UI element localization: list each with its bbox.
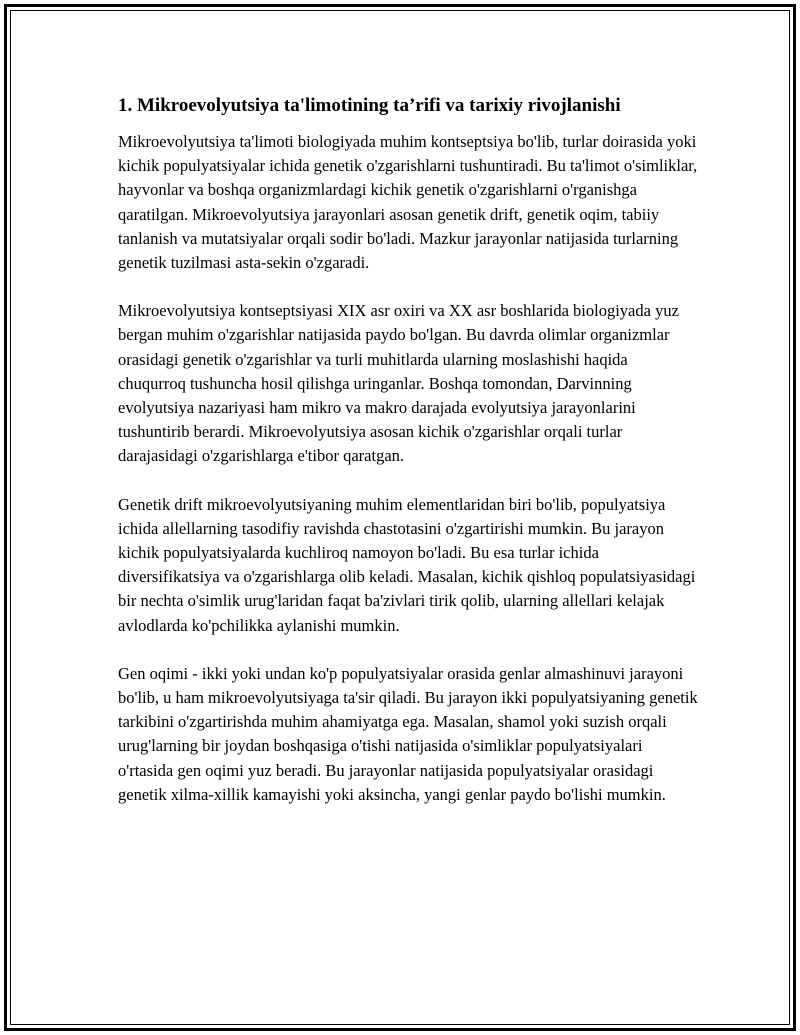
document-body (118, 94, 698, 831)
paragraph-4: Gen oqimi - ikki yoki undan ko'p populyatsiyalar orasida genlar almashinuvi jarayoni bo'lib, u ham mikroevolyutsiyaga ta'sir qiladi. Bu jarayon ikki populyatsiyaning genetik tarkibini o'zgartirishda muhim ahamiyatga ega. Masalan, shamol yoki suzish orqali urug'larning bir joydan boshqasiga o'tishi natijasida o'simliklar populyatsiyalari o'rtasida gen oqimi yuz beradi. Bu jarayonlar natijasida populyatsiyalar orasidagi genetik xilma-xillik kamayishi yoki aksincha, yangi genlar paydo bo'lishi mumkin. (118, 663, 698, 804)
paragraph-2: Mikroevolyutsiya kontseptsiyasi XIX asr oxiri va XX asr boshlarida biologiyada yuz bergan muhim o'zgarishlar natijasida paydo bo'lgan. Bu davrda olimlar organizmlar orasidagi genetik o'zgarishlar va turli muhitlarda ularning moslashishi haqida chuqurroq tushuncha hosil qilishga uringanlar. Boshqa tomondan, Darvinning evolyutsiya nazariyasi ham mikro va makro darajada evolyutsiya jarayonlarini tushuntirib berardi. Mikroevolyutsiya asosan kichik o'zgarishlar orqali turlar darajasidagi o'zgarishlarga e'tibor qaratgan. (118, 301, 679, 466)
paragraph-1: Mikroevolyutsiya ta'limoti biologiyada muhim kontseptsiya bo'lib, turlar doirasida yoki kichik populyatsiyalar ichida genetik o'zgarishlarni tushuntiradi. Bu ta'limot o'simliklar, hayvonlar va boshqa organizmlardagi kichik genetik o'zgarishlarni o'rganishga qaratilgan. Mikroevolyutsiya jarayonlari asosan genetik drift, genetik oqim, tabiiy tanlanish va mutatsiyalar orqali sodir bo'ladi. Mazkur jarayonlar natijasida turlarning genetik tuzilmasi asta-sekin o'zgaradi. (118, 132, 698, 273)
paragraph-3: Genetik drift mikroevolyutsiyaning muhim elementlaridan biri bo'lib, populyatsiya ichida allellarning tasodifiy ravishda chastotasini o'zgartirishi mumkin. Bu jarayon kichik populyatsiyalarda kuchliroq namoyon bo'ladi. Bu esa turlar ichida diversifikatsiya va o'zgarishlarga olib keladi. Masalan, kichik qishloq populatsiyasidagi bir nechta o'simlik urug'laridan faqat ba'zivlari tirik qolib, ularning allellari kelajak avlodlarda ko'pchilikka aylanishi mumkin. (118, 494, 696, 635)
section-heading: 1. Mikroevolyutsiya ta'limotining ta’rifi va tarixiy rivojlanishi (118, 95, 621, 116)
